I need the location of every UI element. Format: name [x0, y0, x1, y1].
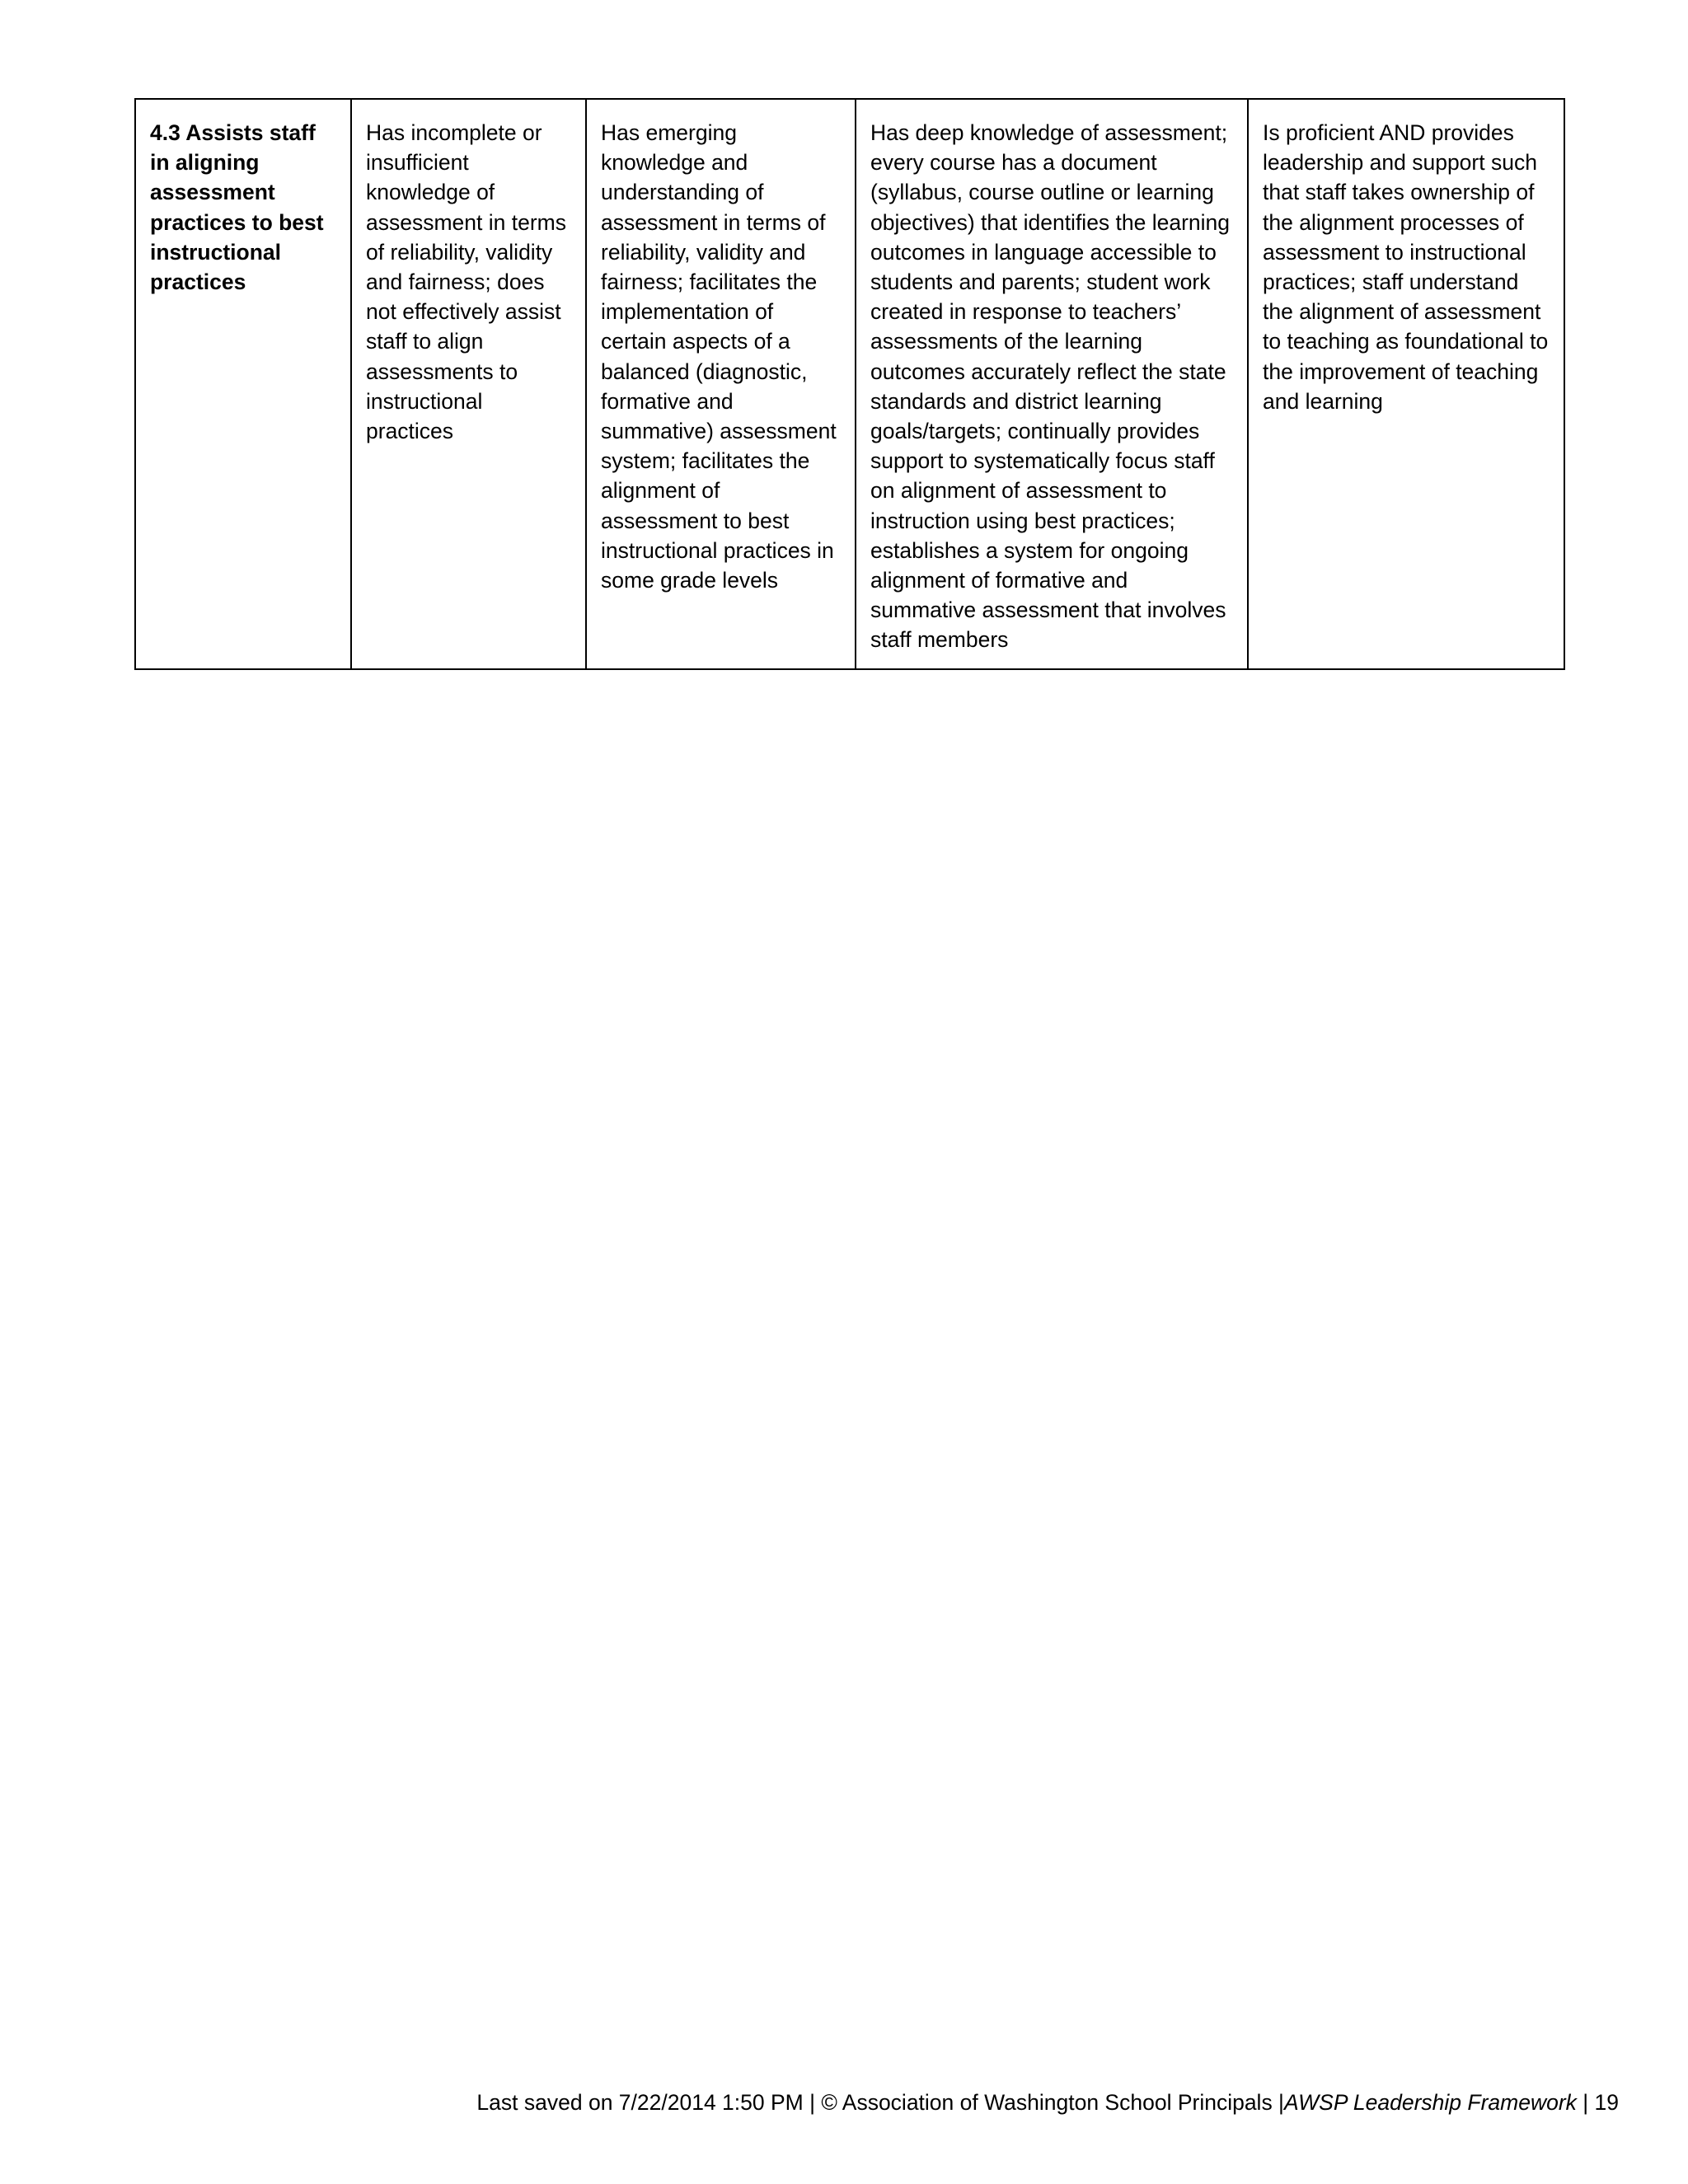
footer-page-number: | 19 — [1576, 2090, 1619, 2115]
footer-saved-text: Last saved on 7/22/2014 1:50 PM | © Association of Washington School Principals | — [476, 2090, 1284, 2115]
table-row — [135, 99, 1564, 669]
unsatisfactory-cell: Has incomplete or insufficient knowledge of assessment in terms of reliability, validity and fairness; does not effectively assist staff to align assessments to instructional practices — [351, 99, 586, 669]
rubric-table — [134, 98, 1565, 670]
distinguished-cell: Is proficient AND provides leadership and support such that staff takes ownership of the alignment processes of assessment to instructional practices; staff understand the alignment of assessment to teaching as foundational to the improvement of teaching and learning — [1248, 99, 1564, 669]
basic-cell: Has emerging knowledge and understanding of assessment in terms of reliability, validity and fairness; facilitates the implementation of certain aspects of a balanced (diagnostic, formative and summative) assessment system; facilitates the alignment of assessment to best instructional practices in some grade levels — [586, 99, 856, 669]
page-footer — [476, 2088, 1619, 2117]
criterion-cell: 4.3 Assists staff in aligning assessment practices to best instructional practices — [135, 99, 351, 669]
footer-framework-title: AWSP Leadership Framework — [1283, 2090, 1577, 2115]
proficient-cell: Has deep knowledge of assessment; every course has a document (syllabus, course outline or learning objectives) that identifies the learning outcomes in language accessible to students and parents; student work created in response to teachers’ assessments of the learning outcomes accurately reflect the state standards and district learning goals/targets; continually provides support to systematically focus staff on alignment of assessment to instruction using best practices; establishes a system for ongoing alignment of formative and summative assessment that involves staff members — [856, 99, 1248, 669]
